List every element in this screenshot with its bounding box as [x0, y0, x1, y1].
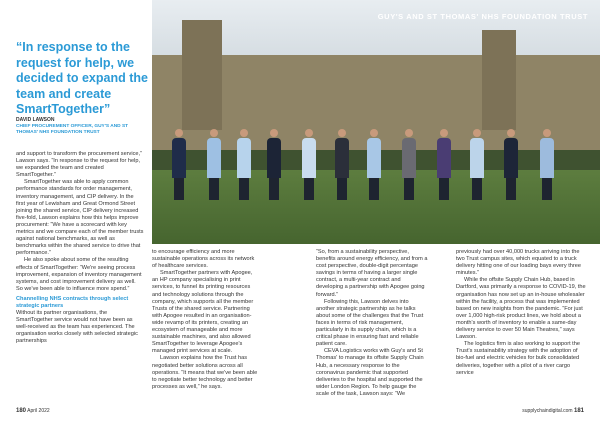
paragraph: “So, from a sustainability perspective, benefits around energy efficiency, and from a cost perspective, double-digit percentage savings in terms of having a larger single contract, a multi-year contract and developing a partnership with Apogee going forward.”	[316, 249, 428, 298]
page-number-right: 181	[573, 408, 584, 414]
footer-right	[522, 408, 584, 414]
team-member	[172, 129, 186, 200]
pull-quote: “In response to the request for help, we decided to expand the team and create SmartTogether”	[16, 40, 148, 116]
quote-author-name: DAVID LAWSON	[16, 117, 55, 123]
team-member	[540, 129, 554, 200]
parliament-tower-left	[182, 20, 222, 130]
team-member	[335, 129, 349, 200]
team-member	[470, 129, 484, 200]
team-member	[302, 129, 316, 200]
parliament-tower-right	[482, 30, 516, 130]
paragraph: and support to transform the procurement service,” Lawson says. “In response to the request for help, we expanded the team and created SmartTogether.”	[16, 151, 142, 179]
footer-left	[16, 408, 50, 414]
paragraph: SmartTogether was able to apply common performance standards for order management, inventory management, and CIP delivery. In the first year of Lewisham and Great Ormond Street joining the shared service, CIP delivery increased five-fold, Lawson explains how this helps improve procurement: “We have a scorecard with key metrics and we compare each of the member trusts against national benchmarks, as well as benchmarks within the shared service to drive that performance.”	[16, 179, 144, 257]
team-member	[504, 129, 518, 200]
text-column-1	[16, 151, 144, 346]
team-member	[267, 129, 281, 200]
team-photo	[152, 0, 600, 244]
paragraph: to encourage efficiency and more sustainable operations across its network of healthcare services.	[152, 249, 255, 270]
paragraph: SmartTogether partners with Apogee, an HP company specialising in print services, to funnel its printing resources and technology solutions through the company, which supports all the member Trusts of the shared service. Partnering with Apogee resulted in an organisation-wide revamp of its printers, creating an ecosystem of manageable and more sustainable machines, and also allowed SmartTogether to leverage Apogee's managed print services at scale.	[152, 270, 254, 355]
paragraph: previously had over 40,000 trucks arriving into the two Trust campus sites, which equated to a truck delivery hitting one of our loading bays every three minutes.”	[456, 249, 582, 277]
team-member	[437, 129, 451, 200]
issue-date: April 2022	[27, 408, 50, 414]
website-url: supplychaindigital.com	[522, 408, 573, 414]
trust-name-caption: GUY'S AND ST THOMAS' NHS FOUNDATION TRUST	[377, 12, 588, 21]
text-column-2	[152, 249, 260, 391]
subheading: Channelling NHS contracts through select strategic partners	[16, 295, 129, 309]
paragraph: CEVA Logistics works with Guy's and St Thomas' to manage its offsite Supply Chain Hub, a necessary response to the coronavirus pandemic that supported deliveries to the hospital and supported the wider London Region. To help gauge the scale of the task, Lawson says: “We	[316, 348, 424, 397]
text-column-4	[456, 249, 586, 377]
team-member	[367, 129, 381, 200]
paragraph: Following this, Lawson delves into another strategic partnership as he talks about some of the challenges that the Trust faces in terms of risk management, particularly in its supply chain, which is a critical phase in ensuring fast and reliable patient care.	[316, 298, 424, 348]
paragraph: He also spoke about some of the resulting effects of SmartTogether: “We're seeing process improvement, expansion of inventory management systems, and cost improvement delivery as well. So we've been able to influence more spend.”	[16, 257, 142, 292]
page-number-left: 180	[16, 408, 27, 414]
team-member	[237, 129, 251, 200]
team-member	[402, 129, 416, 200]
paragraph: Without its partner organisations, the SmartTogether service would not have been as well-received as the team has experienced. The organisation works closely with selected strategic partnerships	[16, 310, 138, 345]
paragraph: While the offsite Supply Chain Hub, based in Dartford, was primarily a response to COVID-19, the organisation has now set up an in-house wholesaler within the facility, a process that was implemented based on new insights from the pandemic. “For just over 1,000 high-risk product lines, we hold about a month's worth of inventory to enable a same-day delivery service to over 50 Main Theatres,” says Lawson.	[456, 277, 586, 341]
quote-author-role: CHIEF PROCUREMENT OFFICER, GUY'S AND ST THOMAS' NHS FOUNDATION TRUST	[16, 124, 129, 135]
paragraph: Lawson explains how the Trust has negotiated better solutions across all operations. “It means that we've been able to negotiate better technology and better processes as well,” he says.	[152, 355, 258, 390]
paragraph: The logistics firm is also working to support the Trust's sustainability strategy with the adoption of bio-fuel and electric vehicles for bulk consolidated deliveries, together with a pilot of a river cargo service	[456, 341, 580, 376]
team-member	[207, 129, 221, 200]
text-column-3	[316, 249, 428, 398]
